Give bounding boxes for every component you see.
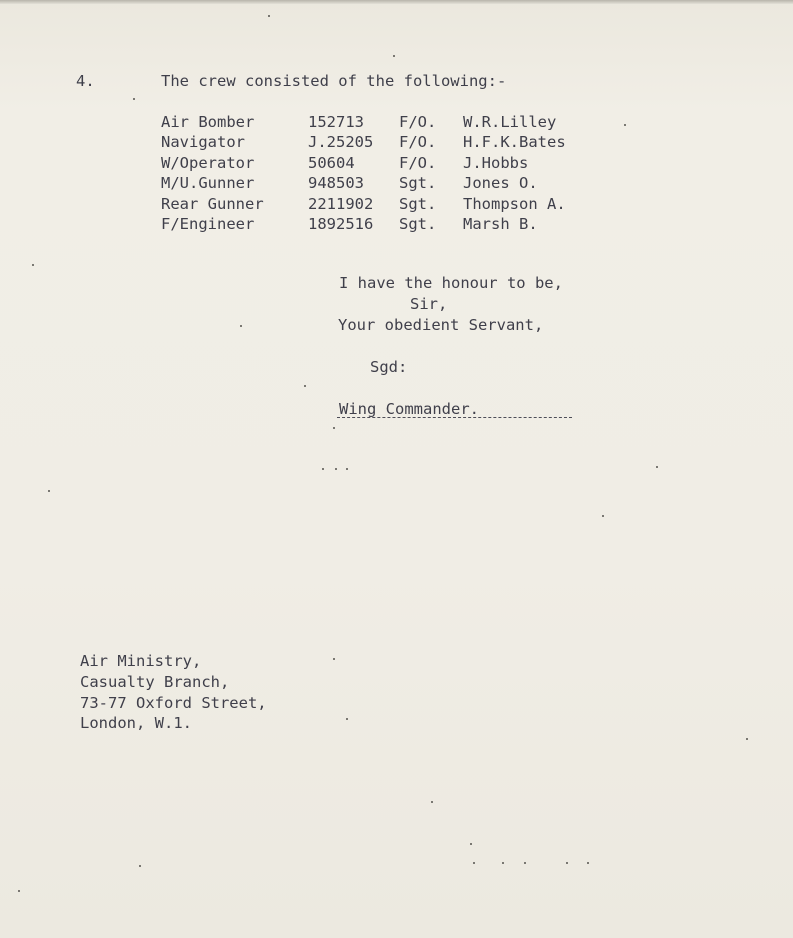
paper-speck	[624, 124, 626, 126]
paper-speck	[587, 862, 589, 864]
crew-name: Thompson A.	[463, 195, 566, 213]
address-line: Air Ministry,	[80, 652, 202, 670]
paper-speck	[566, 862, 568, 864]
paper-speck	[322, 468, 324, 470]
address-line: 73-77 Oxford Street,	[80, 694, 267, 712]
paper-speck	[139, 865, 141, 867]
crew-role: M/U.Gunner	[161, 174, 255, 192]
crew-name: Marsh B.	[463, 215, 538, 233]
crew-role: Navigator	[161, 133, 245, 151]
paper-speck	[304, 385, 306, 387]
crew-service-number: 152713	[308, 113, 364, 131]
crew-role: Air Bomber	[161, 113, 255, 131]
crew-rank: F/O.	[399, 154, 437, 172]
crew-row	[0, 115, 793, 135]
paper-speck	[346, 468, 348, 470]
crew-row	[0, 135, 793, 155]
paper-speck	[333, 658, 335, 660]
paper-speck	[346, 718, 348, 720]
paper-speck	[656, 466, 658, 468]
paper-speck	[393, 55, 395, 57]
signatory-title: Wing Commander.	[339, 400, 479, 418]
crew-name: H.F.K.Bates	[463, 133, 566, 151]
paper-speck	[133, 98, 135, 100]
paper-speck	[48, 490, 50, 492]
crew-name: J.Hobbs	[463, 154, 529, 172]
paragraph-text: The crew consisted of the following:-	[161, 72, 507, 90]
crew-service-number: 948503	[308, 174, 364, 192]
crew-name: W.R.Lilley	[463, 113, 557, 131]
crew-row	[0, 197, 793, 217]
paper-speck	[335, 468, 337, 470]
paper-speck	[333, 427, 335, 429]
signed-label: Sgd:	[370, 358, 408, 376]
crew-rank: Sgt.	[399, 215, 437, 233]
closing-honour: I have the honour to be,	[339, 274, 563, 292]
crew-rank: F/O.	[399, 133, 437, 151]
crew-service-number: 2211902	[308, 195, 374, 213]
paper-speck	[502, 862, 504, 864]
crew-role: W/Operator	[161, 154, 255, 172]
signature-underline	[337, 417, 572, 418]
crew-service-number: 50604	[308, 154, 355, 172]
crew-role: Rear Gunner	[161, 195, 264, 213]
crew-row	[0, 217, 793, 237]
crew-rank: Sgt.	[399, 195, 437, 213]
paper-speck	[473, 862, 475, 864]
paper-speck	[240, 325, 242, 327]
crew-row	[0, 156, 793, 176]
address-line: London, W.1.	[80, 714, 192, 732]
paper-speck	[524, 862, 526, 864]
paper-speck	[18, 890, 20, 892]
paper-speck	[746, 738, 748, 740]
paper-speck	[602, 515, 604, 517]
paper-speck	[32, 264, 34, 266]
paragraph-number: 4.	[76, 72, 95, 90]
paper-speck	[470, 843, 472, 845]
crew-name: Jones O.	[463, 174, 538, 192]
crew-rank: Sgt.	[399, 174, 437, 192]
page-top-edge	[0, 0, 793, 4]
crew-service-number: 1892516	[308, 215, 374, 233]
crew-role: F/Engineer	[161, 215, 255, 233]
closing-servant: Your obedient Servant,	[338, 316, 544, 334]
crew-row	[0, 176, 793, 196]
crew-rank: F/O.	[399, 113, 437, 131]
paper-speck	[431, 801, 433, 803]
closing-salutation: Sir,	[410, 295, 448, 313]
paper-speck	[268, 15, 270, 17]
crew-service-number: J.25205	[308, 133, 374, 151]
address-line: Casualty Branch,	[80, 673, 230, 691]
